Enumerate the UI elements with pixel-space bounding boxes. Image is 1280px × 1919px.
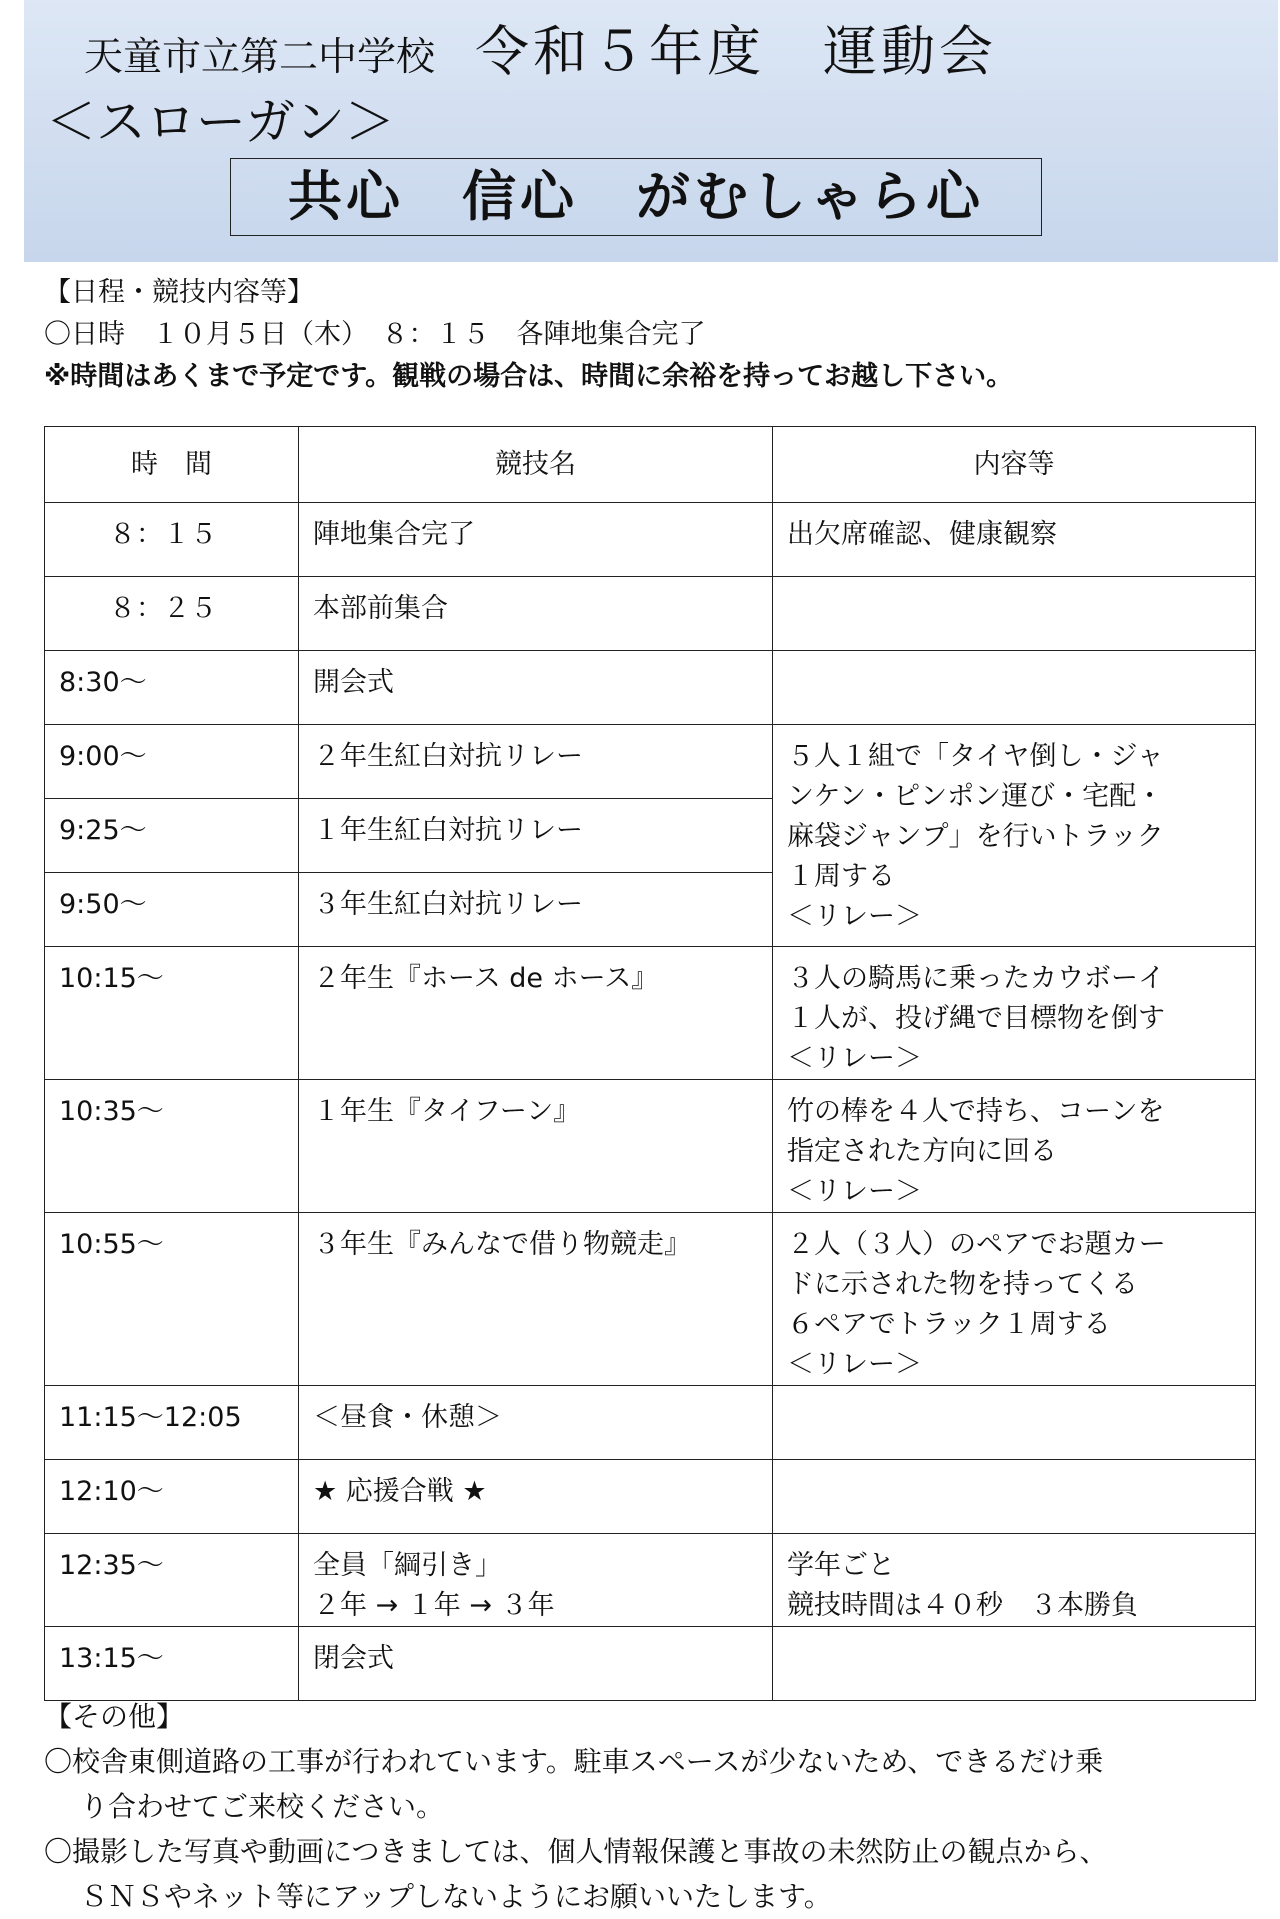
row-details: 学年ごと 競技時間は４０秒 ３本勝負	[773, 1534, 1256, 1627]
relay-details: ５人１組で「タイヤ倒し・ジャ ンケン・ピンポン運び・宅配・ 麻袋ジャンプ」を行いトラック １周する ＜リレー＞	[773, 725, 1256, 947]
row-event: １年生『タイフーン』	[299, 1080, 773, 1213]
row-details: ２人（３人）のペアでお題カー ドに示された物を持ってくる ６ペアでトラック１周する ＜リレー＞	[773, 1213, 1256, 1386]
parking-note: 〇校舎東側道路の工事が行われています。駐車スペースが少ないため、できるだけ乗	[44, 1745, 1104, 1778]
schedule-section-title: 【日程・競技内容等】	[44, 277, 314, 308]
table-row	[45, 503, 1256, 577]
row-time: 10:35～	[45, 1080, 299, 1213]
table-row	[45, 725, 1256, 799]
row-event: 本部前集合	[299, 577, 773, 651]
row-time: 9:00～	[45, 725, 299, 799]
row-time: 13:15～	[45, 1627, 299, 1701]
row-event: ３年生紅白対抗リレー	[299, 873, 773, 947]
header-time: 時 間	[45, 427, 299, 503]
schedule-note: ※時間はあくまで予定です。観戦の場合は、時間に余裕を持ってお越し下さい。	[44, 361, 1014, 392]
table-row	[45, 1080, 1256, 1213]
row-details	[773, 651, 1256, 725]
row-event: ＜昼食・休憩＞	[299, 1386, 773, 1460]
row-time: 11:15～12:05	[45, 1386, 299, 1460]
row-event: 陣地集合完了	[299, 503, 773, 577]
row-event: 全員「綱引き」 ２年 → １年 → ３年	[299, 1534, 773, 1627]
row-details	[773, 1386, 1256, 1460]
row-event: ★ 応援合戦 ★	[299, 1460, 773, 1534]
row-event: １年生紅白対抗リレー	[299, 799, 773, 873]
other-section-title: 【その他】	[44, 1700, 185, 1733]
table-header-row	[45, 427, 1256, 503]
row-event: ３年生『みんなで借り物競走』	[299, 1213, 773, 1386]
header-details: 内容等	[773, 427, 1256, 503]
table-row	[45, 947, 1256, 1080]
intro-section	[44, 272, 1244, 398]
row-event: 開会式	[299, 651, 773, 725]
event-datetime: 〇日時 １０月５日（木） ８：１５ 各陣地集合完了	[44, 319, 706, 350]
row-time: 12:10～	[45, 1460, 299, 1534]
row-details	[773, 577, 1256, 651]
slogan-label: ＜スローガン＞	[46, 93, 395, 151]
schedule-table	[44, 426, 1256, 1701]
row-event: ２年生『ホース de ホース』	[299, 947, 773, 1080]
slogan-box: 共心 信心 がむしゃら心	[230, 158, 1042, 236]
photo-note-cont: ＳＮＳやネット等にアップしないようにお願いいたします。	[80, 1880, 832, 1913]
row-event: 閉会式	[299, 1627, 773, 1701]
table-row	[45, 1213, 1256, 1386]
table-row	[45, 1534, 1256, 1627]
event-name: 令和５年度 運動会	[475, 20, 998, 83]
row-details: 竹の棒を４人で持ち、コーンを 指定された方向に回る ＜リレー＞	[773, 1080, 1256, 1213]
table-row	[45, 577, 1256, 651]
other-notes-section	[44, 1694, 1264, 1919]
row-time: 10:55～	[45, 1213, 299, 1386]
row-details: 出欠席確認、健康観察	[773, 503, 1256, 577]
table-row	[45, 1386, 1256, 1460]
row-details	[773, 1627, 1256, 1701]
photo-note: 〇撮影した写真や動画につきましては、個人情報保護と事故の未然防止の観点から、	[44, 1835, 1108, 1868]
school-name: 天童市立第二中学校	[84, 35, 436, 80]
row-event: ２年生紅白対抗リレー	[299, 725, 773, 799]
row-time: 8:30～	[45, 651, 299, 725]
row-time: ８：２５	[45, 577, 299, 651]
row-time: 9:25～	[45, 799, 299, 873]
row-details	[773, 1460, 1256, 1534]
header-event: 競技名	[299, 427, 773, 503]
row-time: 12:35～	[45, 1534, 299, 1627]
table-row	[45, 1460, 1256, 1534]
row-time: 9:50～	[45, 873, 299, 947]
row-time: 10:15～	[45, 947, 299, 1080]
parking-note-cont: り合わせてご来校ください。	[80, 1790, 445, 1823]
page-title	[84, 22, 997, 88]
table-row	[45, 1627, 1256, 1701]
row-time: ８：１５	[45, 503, 299, 577]
row-details: ３人の騎馬に乗ったカウボーイ １人が、投げ縄で目標物を倒す ＜リレー＞	[773, 947, 1256, 1080]
table-row	[45, 651, 1256, 725]
